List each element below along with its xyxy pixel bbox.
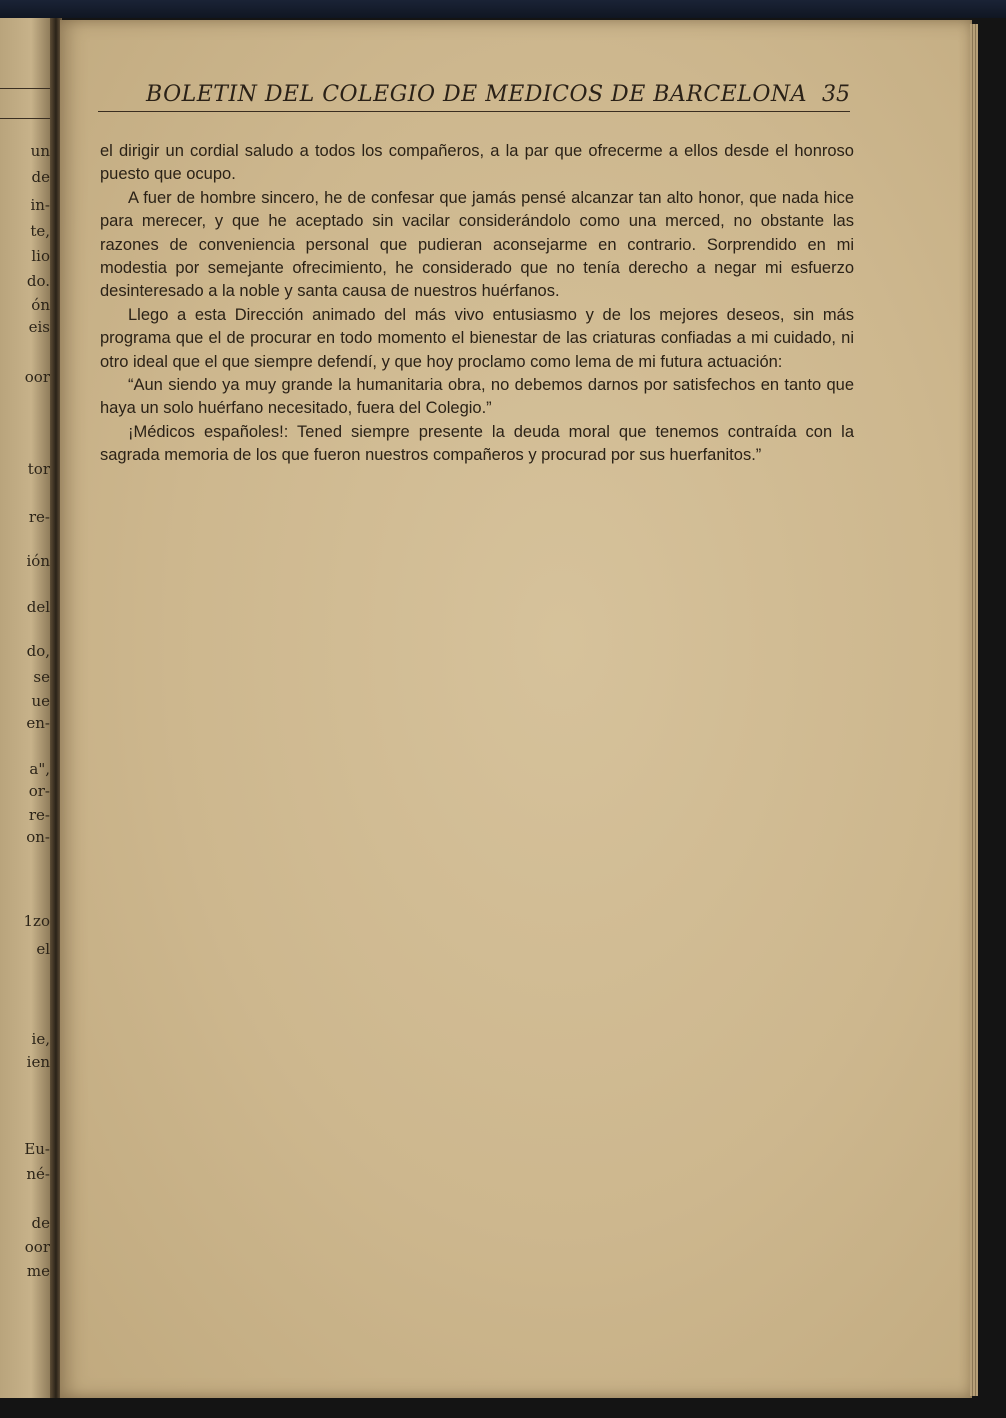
left-page-text-fragment: ie,: [31, 1030, 50, 1048]
left-page-text-fragment: te,: [30, 222, 50, 240]
left-page-text-fragment: 1zo: [23, 912, 50, 930]
paragraph: A fuer de hombre sincero, he de confesar que jamás pensé alcanzar tan alto honor, que nada hice para merecer, y que he aceptado sin vacilar considerándolo como una merced, no obstante las razones de conveniencia personal que pudieran aconsejarme en contrario. Sorprendido en mi modestia por semejante ofrecimiento, he considerado que no tenía derecho a negar mi esfuerzo desinteresado a la noble y santa causa de nuestros huérfanos.: [100, 188, 854, 301]
page-number: 35: [822, 82, 850, 107]
left-page-rule: [0, 88, 52, 89]
journal-title: BOLETIN DEL COLEGIO DE MEDICOS DE BARCELONA: [146, 82, 808, 107]
left-page-text-fragment: do.: [26, 272, 50, 290]
left-page-text-fragment: de: [31, 1214, 50, 1232]
left-page-text-fragment: ión: [26, 552, 50, 570]
binding-edge: [0, 0, 1006, 18]
left-page-text-fragment: se: [33, 668, 50, 686]
left-page-text-fragment: in-: [30, 196, 50, 214]
header-rule: [98, 111, 850, 112]
left-page-text-fragment: re-: [28, 508, 50, 526]
left-page-text-fragment: ien: [26, 1053, 50, 1071]
paragraph: ¡Médicos españoles!: Tened siempre presente la deuda moral que tenemos contraída con la sagrada memoria de los que fueron nuestros compañeros y procurad por sus huerfanitos.”: [100, 422, 854, 465]
running-header: [98, 78, 850, 110]
left-page-text-fragment: né-: [26, 1165, 50, 1183]
left-page-text-fragment: or-: [28, 782, 50, 800]
left-page-text-fragment: on-: [26, 828, 50, 846]
paragraph: “Aun siendo ya muy grande la humanitaria obra, no debemos darnos por satisfechos en tanto que haya un solo huérfano necesitado, fuera del Colegio.”: [100, 376, 854, 418]
left-page-text-fragment: un: [30, 142, 50, 160]
left-page-text-fragment: re-: [28, 806, 50, 824]
left-page-margin: [0, 18, 52, 1398]
paragraph: el dirigir un cordial saludo a todos los compañeros, a la par que ofrecerme a ellos desde el honroso puesto que ocupo.: [100, 142, 854, 184]
left-page-text-fragment: del: [26, 598, 50, 616]
left-page-text-fragment: oor: [24, 368, 50, 386]
left-page-text-fragment: el: [36, 940, 50, 958]
left-page-text-fragment: tor: [27, 460, 50, 478]
page-edges: [970, 24, 978, 1396]
left-page-text-fragment: oor: [24, 1238, 50, 1256]
left-page-text-fragment: lio: [31, 247, 50, 265]
left-page-text-fragment: me: [26, 1262, 50, 1280]
article-body: [100, 140, 854, 468]
left-page-text-fragment: en-: [26, 714, 50, 732]
left-page-text-fragment: ue: [31, 692, 50, 710]
left-page-text-fragment: eis: [28, 318, 50, 336]
left-page-text-fragment: a",: [29, 760, 50, 778]
left-page-text-fragment: ón: [31, 296, 50, 314]
left-page-text-fragment: do,: [26, 642, 50, 660]
left-page-text-fragment: Eu-: [24, 1140, 50, 1158]
left-page-rule: [0, 118, 52, 119]
paragraph: Llego a esta Dirección animado del más vivo entusiasmo y de los mejores deseos, sin más programa que el de procurar en todo momento el bienestar de las criaturas confiadas a mi cuidado, ni otro ideal que el que siempre defendí, y que hoy proclamo como lema de mi futura actuación:: [100, 305, 854, 371]
left-page-text-fragment: de: [31, 168, 50, 186]
